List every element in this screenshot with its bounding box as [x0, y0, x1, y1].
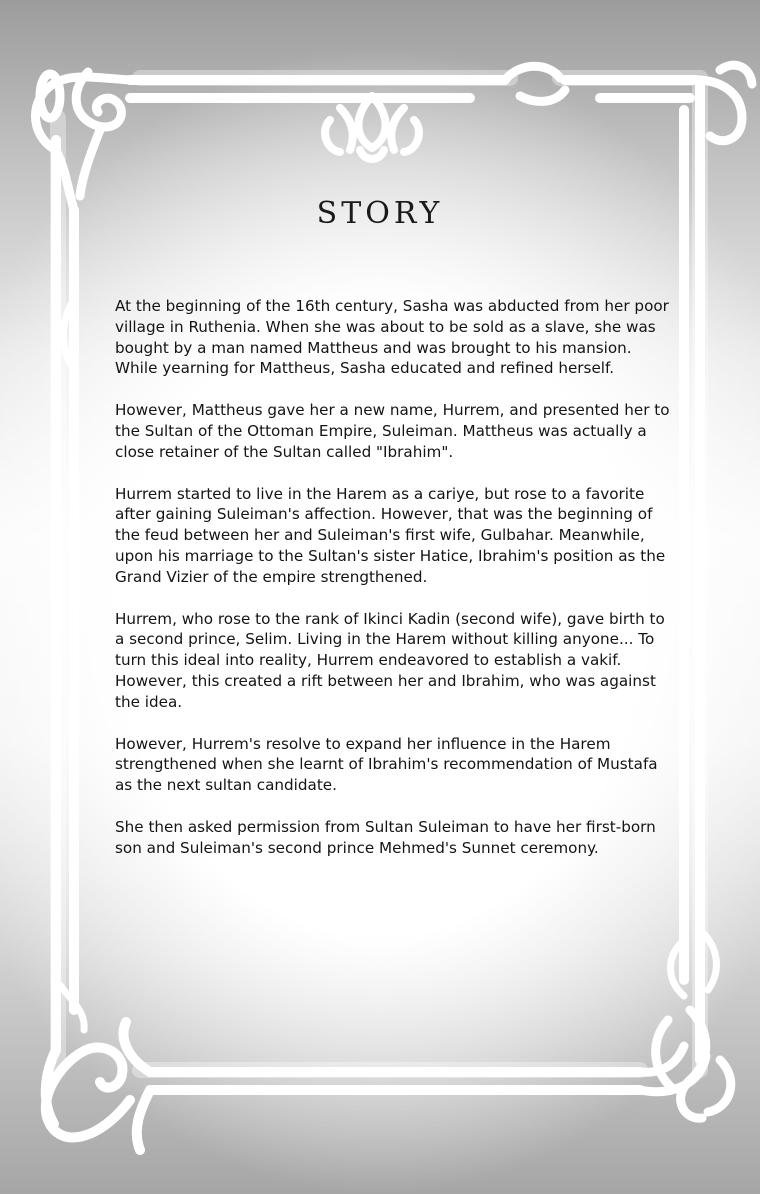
- story-text: [115, 296, 675, 880]
- story-paragraph: She then asked permission from Sultan Suleiman to have her first-born son and Suleiman's second prince Mehmed's Sunnet ceremony.: [115, 817, 656, 857]
- story-paragraph: However, Mattheus gave her a new name, Hurrem, and presented her to the Sultan of the Ottoman Empire, Suleiman. Mattheus was actually a close retainer of the Sultan called "Ibrahim".: [115, 401, 670, 461]
- story-paragraph: However, Hurrem's resolve to expand her influence in the Harem strengthened when she learnt of Ibrahim's recommendation of Mustafa as the next sultan candidate.: [115, 734, 658, 795]
- story-paragraph: Hurrem started to live in the Harem as a cariye, but rose to a favorite after gaining Suleiman's affection. However, that was the beginning of the feud between her and Suleiman's first wife, Gulbahar. Meanwhile, upon his marriage to the Sultan's sister Hatice, Ibrahim's position as the Grand Vizier of the empire strengthened.: [115, 484, 666, 586]
- story-paragraph: Hurrem, who rose to the rank of Ikinci Kadin (second wife), gave birth to a second prince, Selim. Living in the Harem without killing anyone... To turn this ideal into reality, Hurrem endeavored to establish a vakif. However, this created a rift between her and Ibrahim, who was against the idea.: [115, 609, 665, 711]
- story-paragraph: At the beginning of the 16th century, Sasha was abducted from her poor village in Ruthenia. When she was about to be sold as a slave, she was bought by a man named Mattheus and was brought to his mansion. While yearning for Mattheus, Sasha educated and refined herself.: [115, 297, 669, 378]
- page-title: STORY: [316, 196, 444, 231]
